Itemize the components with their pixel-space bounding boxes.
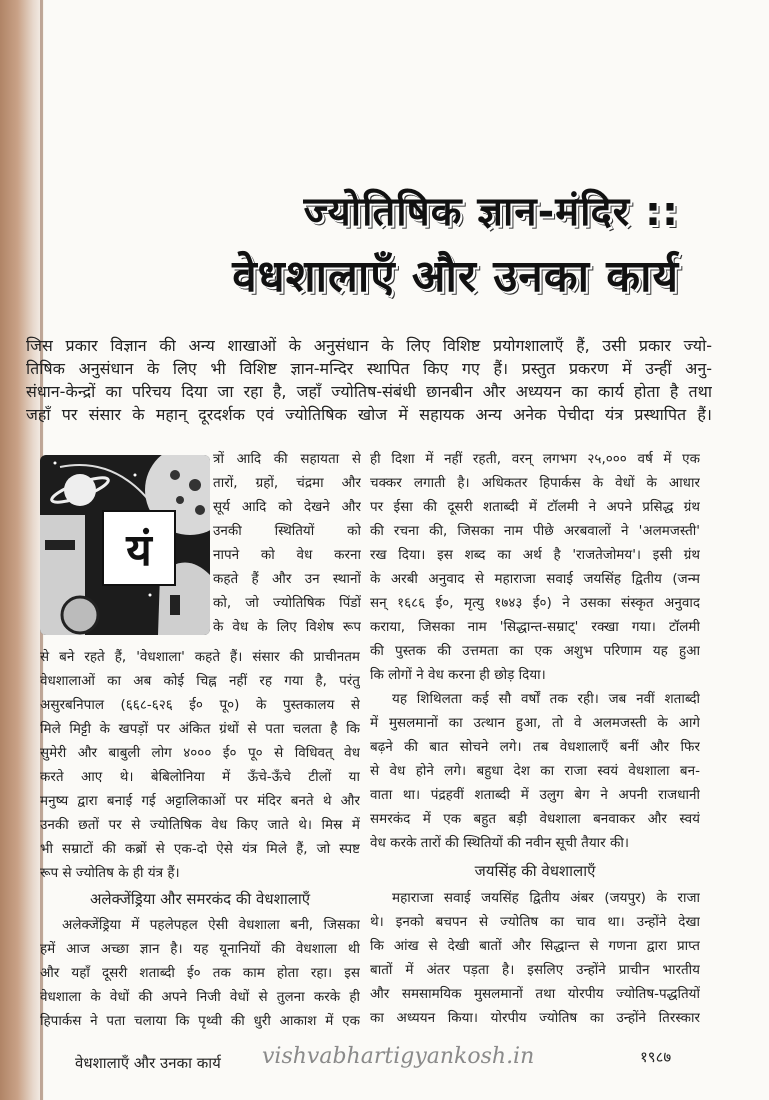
text-line: का अध्ययन किया। योरपीय ज्योतिष का उन्होंने तिरस्कार [370, 1010, 700, 1026]
text-line: जिस प्रकार विज्ञान की अन्य शाखाओं के अनुसंधान के लिए विशिष्ट प्रयोगशालाएँ हैं, उसी प्रकार ज्यो- [26, 336, 712, 355]
text-line: वाता था। पंद्रहवीं शताब्दी में उलुग बेग ने अपनी राजधानी [370, 787, 700, 803]
text-line: को, जो ज्योतिषिक पिंडों [213, 595, 361, 611]
text-line: कि आंख से देखी बातों और सिद्धान्त से गणना द्वारा प्राप्त [370, 938, 700, 954]
text-line: सूर्य आदि को देखने और [213, 499, 361, 515]
text-line: यह शिथिलता कई सौ वर्षों तक रही। जब नवीं शताब्दी [392, 691, 700, 707]
text-line: के अरबी अनुवाद से महाराजा सवाई जयसिंह द्वितीय (जन्म [370, 571, 700, 587]
section-heading-alexandria: अलेक्जेंड्रिया और समरकंद की वेधशालाएँ [89, 890, 311, 908]
text-line: से वेध होने लगे। बहुधा देश का राजा स्वयं वेधशाला बन- [370, 763, 700, 779]
text-line: मनुष्य द्वारा बनाई गई अट्टालिकाओं पर मंदिर बनते थे और [40, 793, 360, 809]
text-line: उनकी छतों पर से ज्योतिषिक वेध किए जाते थे। मिस्र में [40, 817, 360, 833]
text-line: नापने को वेध करना [213, 547, 361, 563]
text-line: जहाँ पर संसार के महान् दूरदर्शक एवं ज्योतिषिक खोज में सहायक अन्य अनेक पेचीदा यंत्र प्रस्थापित हैं। [26, 405, 712, 424]
text-line: संधान-केन्द्रों का परिचय दिया जा रहा है, जहाँ ज्योतिष-संबंधी छानबीन और अध्ययन का कार्य होता है तथा [26, 382, 712, 401]
text-line: रूप से ज्योतिष के ही यंत्र हैं। [40, 865, 180, 881]
text-line: के वेध के लिए विशेष रूप [213, 619, 361, 635]
text-line: हमें आज अच्छा ज्ञान है। यह यूनानियों की वेधशाला थी [40, 941, 360, 957]
text-line: महाराजा सवाई जयसिंह द्वितीय अंबर (जयपुर) के राजा [392, 890, 700, 906]
text-line: उनकी स्थितियों को [213, 523, 361, 539]
watermark: vishvabhartigyankosh.in [262, 1044, 535, 1069]
alexandria-section-text [40, 913, 360, 1033]
text-line: मिले मिट्टी के खपड़ों पर अंकित ग्रंथों से पता चलता है कि [40, 721, 360, 737]
text-line: बातों में अंतर पड़ता है। इसलिए उन्होंने प्राचीन भारतीय [370, 962, 700, 978]
text-line: करते आए थे। बेबिलोनिया में ऊँचे-ऊँचे टीलों या [40, 769, 360, 785]
right-column-text [370, 447, 700, 855]
text-line: थे। इनको बचपन से ज्योतिष का चाव था। उन्होंने देखा [370, 914, 700, 930]
text-line: कराया, जिसका नाम 'सिद्धान्त-सम्राट्' रक्खा गया। टॉलमी [370, 619, 700, 635]
text-line: भी सम्राटों की कब्रों से एक-दो ऐसे यंत्र मिले हैं, जो स्पष्ट [40, 841, 360, 857]
left-column-text [40, 645, 360, 885]
observatory-illustration [40, 455, 210, 635]
text-line: में मुसलमानों का उत्थान हुआ, तो वे अलमजस्ती के आगे [370, 715, 700, 731]
text-line: बढ़ने की बात सोचने लगे। तब वेधशालाएँ बनीं और फिर [370, 739, 700, 755]
text-line: और यहाँ दूसरी शताब्दी ई० तक काम होता रहा। इस [40, 965, 360, 981]
text-line: रख दिया। इस शब्द का अर्थ है 'राजतेजोमय'। इसी ग्रंथ [370, 547, 700, 563]
text-line: वेध करके तारों की स्थितियों की नवीन सूची तैयार की। [370, 835, 629, 851]
jaisingh-section-text [370, 886, 700, 1030]
text-line: तिषिक अनुसंधान के लिए भी विशिष्ट ज्ञान-मन्दिर स्थापित किए गए हैं। प्रस्तुत प्रकरण में उन्हीं अनु- [26, 359, 712, 378]
page-number: १९८७ [640, 1048, 672, 1066]
text-line: कि लोगों ने वेध करना ही छोड़ दिया। [370, 667, 546, 683]
text-line: वेधशाला के वेधों की अपने निजी वेधों से तुलना करके ही [40, 989, 360, 1005]
text-line: चक्कर लगाती है। अधिकतर हिपार्कस के वेधों के आधार [370, 475, 700, 491]
book-binding-margin [0, 0, 44, 1100]
text-line: वेधशालाओं का अब कोई चिह्न नहीं रह गया है, परंतु [40, 673, 360, 689]
left-column-beside-figure [213, 447, 361, 639]
running-footer: वेधशालाएँ और उनका कार्य [75, 1054, 221, 1072]
text-line: सुमेरी और बाबुली लोग ४००० ई० पू० से विधिवत् वेध [40, 745, 360, 761]
text-line: की रचना की, जिसका नाम पीछे अरबवालों ने 'अलमजस्ती' [370, 523, 700, 539]
text-line: हिपार्कस ने पता चलाया कि पृथ्वी की धुरी आकाश में एक [40, 1013, 360, 1029]
intro-paragraph [26, 334, 712, 426]
text-line: तारों, ग्रहों, चंद्रमा और [213, 475, 361, 491]
text-line: त्रों आदि की सहायता से [213, 451, 361, 467]
text-line: से बने रहते हैं, 'वेधशाला' कहते हैं। संसार की प्राचीनतम [40, 649, 360, 665]
drop-cap-initial: यं [102, 510, 176, 586]
text-line: असुरबनिपाल (६६८-६२६ ई० पू०) के पुस्तकालय से [40, 697, 360, 713]
page-title-line-1: ज्योतिषिक ज्ञान-मंदिर :: [303, 189, 679, 235]
text-line: और समसामयिक मुसलमानों तथा योरपीय ज्योतिष-पद्धतियों [370, 986, 700, 1002]
text-line: कहते हैं और उन स्थानों [213, 571, 361, 587]
text-line: समरकंद में एक बहुत बड़ी वेधशाला बनवाकर और स्वयं [370, 811, 700, 827]
text-line: की पुस्तक की उत्तमता का एक अशुभ परिणाम यह हुआ [370, 643, 700, 659]
text-line: सन् १६८६ ई०, मृत्यु १७४३ ई०) ने उसका संस्कृत अनुवाद [370, 595, 700, 611]
text-line: पर ईसा की दूसरी शताब्दी में टॉलमी ने अपने प्रसिद्ध ग्रंथ [370, 499, 700, 515]
section-heading-jaisingh: जयसिंह की वेधशालाएँ [474, 862, 596, 880]
text-line: ही दिशा में नहीं रहती, वरन् लगभग २५,००० वर्ष में एक [370, 451, 700, 467]
page-title-line-2: वेधशालाएँ और उनका कार्य [232, 251, 679, 302]
text-line: अलेक्जेंड्रिया में पहलेपहल ऐसी वेधशाला बनी, जिसका [62, 917, 360, 933]
